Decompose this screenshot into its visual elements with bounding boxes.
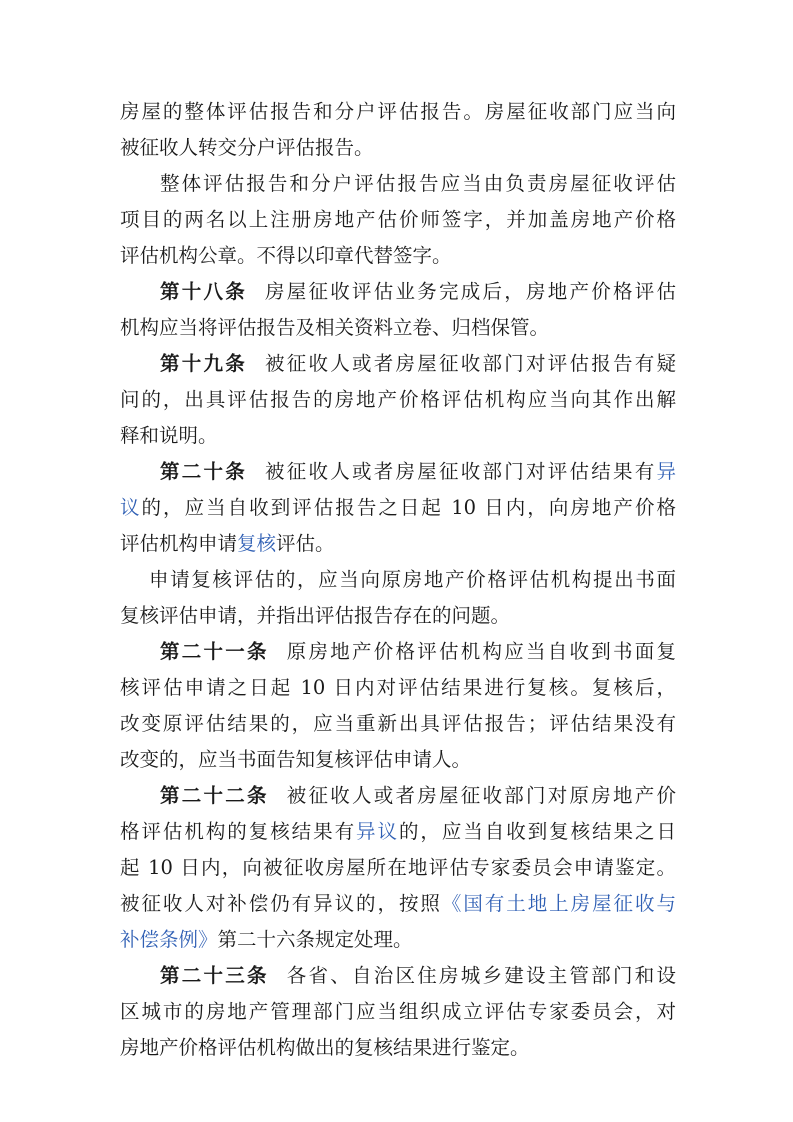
line-text: 的，应当自收到评估报告之日起 10 日内，向房地产价格 bbox=[141, 496, 676, 519]
text-line bbox=[120, 922, 676, 958]
objection-link[interactable]: 异 bbox=[656, 460, 676, 483]
line-text: 评估。 bbox=[276, 532, 335, 555]
line-text: 第二十六条规定处理。 bbox=[217, 928, 413, 951]
regulation-link[interactable]: 补偿条例》 bbox=[120, 928, 218, 951]
article-number: 第十九条 bbox=[160, 352, 247, 375]
article-18-line bbox=[120, 274, 676, 310]
text-line: 核评估申请之日起 10 日内对评估结果进行复核。复核后， bbox=[120, 676, 676, 699]
article-text: 各省、自治区住房城乡建设主管部门和设 bbox=[286, 964, 676, 987]
text-line bbox=[120, 490, 676, 526]
text-line bbox=[120, 526, 676, 562]
line-text: 的，应当自收到复核结果之日 bbox=[398, 820, 676, 843]
review-link[interactable]: 复核 bbox=[237, 532, 277, 555]
article-20-line bbox=[120, 454, 676, 490]
text-line: 被征收人转交分户评估报告。 bbox=[120, 136, 374, 159]
article-19-line bbox=[120, 346, 676, 382]
text-line: 问的，出具评估报告的房地产价格评估机构应当向其作出解 bbox=[120, 388, 676, 411]
text-line: 复核评估申请，并指出评估报告存在的问题。 bbox=[120, 604, 511, 627]
text-line: 机构应当将评估报告及相关资料立卷、归档保管。 bbox=[120, 316, 550, 339]
article-text: 被征收人或者房屋征收部门对原房地产价 bbox=[286, 784, 676, 807]
line-text: 被征收人对补偿仍有异议的，按照 bbox=[120, 892, 442, 915]
text-line: 项目的两名以上注册房地产估价师签字，并加盖房地产价格 bbox=[120, 208, 676, 231]
text-line: 起 10 日内，向被征收房屋所在地评估专家委员会申请鉴定。 bbox=[120, 856, 676, 879]
text-line: 释和说明。 bbox=[120, 424, 218, 447]
text-line: 改变的，应当书面告知复核评估申请人。 bbox=[120, 748, 472, 771]
text-line: 申请复核评估的，应当向原房地产价格评估机构提出书面 bbox=[149, 568, 676, 591]
article-text: 原房地产价格评估机构应当自收到书面复 bbox=[286, 640, 676, 663]
article-number: 第二十条 bbox=[160, 460, 247, 483]
article-text: 被征收人或者房屋征收部门对评估报告有疑 bbox=[265, 352, 676, 375]
article-21-line bbox=[120, 634, 676, 670]
text-line: 房屋的整体评估报告和分户评估报告。房屋征收部门应当向 bbox=[120, 100, 676, 123]
objection-link[interactable]: 议 bbox=[120, 496, 142, 519]
line-text: 格评估机构的复核结果有 bbox=[120, 820, 357, 843]
text-line: 整体评估报告和分户评估报告应当由负责房屋征收评估 bbox=[160, 172, 676, 195]
article-number: 第十八条 bbox=[160, 280, 247, 303]
regulation-link[interactable]: 《国有土地上房屋征收与 bbox=[441, 892, 676, 915]
article-23-line bbox=[120, 958, 676, 994]
article-number: 第二十一条 bbox=[160, 640, 269, 663]
article-22-line bbox=[120, 778, 676, 814]
text-line: 改变原评估结果的，应当重新出具评估报告；评估结果没有 bbox=[120, 712, 676, 735]
document-page bbox=[120, 94, 676, 1066]
article-text: 房屋征收评估业务完成后，房地产价格评估 bbox=[265, 280, 676, 303]
article-text: 被征收人或者房屋征收部门对评估结果有 bbox=[265, 460, 657, 483]
line-text: 评估机构申请 bbox=[120, 532, 238, 555]
text-line bbox=[120, 886, 676, 922]
text-line: 评估机构公章。不得以印章代替签字。 bbox=[120, 244, 452, 267]
article-number: 第二十二条 bbox=[160, 784, 269, 807]
text-line: 房地产价格评估机构做出的复核结果进行鉴定。 bbox=[120, 1036, 530, 1059]
article-number: 第二十三条 bbox=[160, 964, 269, 987]
text-line: 区城市的房地产管理部门应当组织成立评估专家委员会，对 bbox=[120, 1000, 676, 1023]
objection-link[interactable]: 异议 bbox=[356, 820, 399, 843]
text-line bbox=[120, 814, 676, 850]
